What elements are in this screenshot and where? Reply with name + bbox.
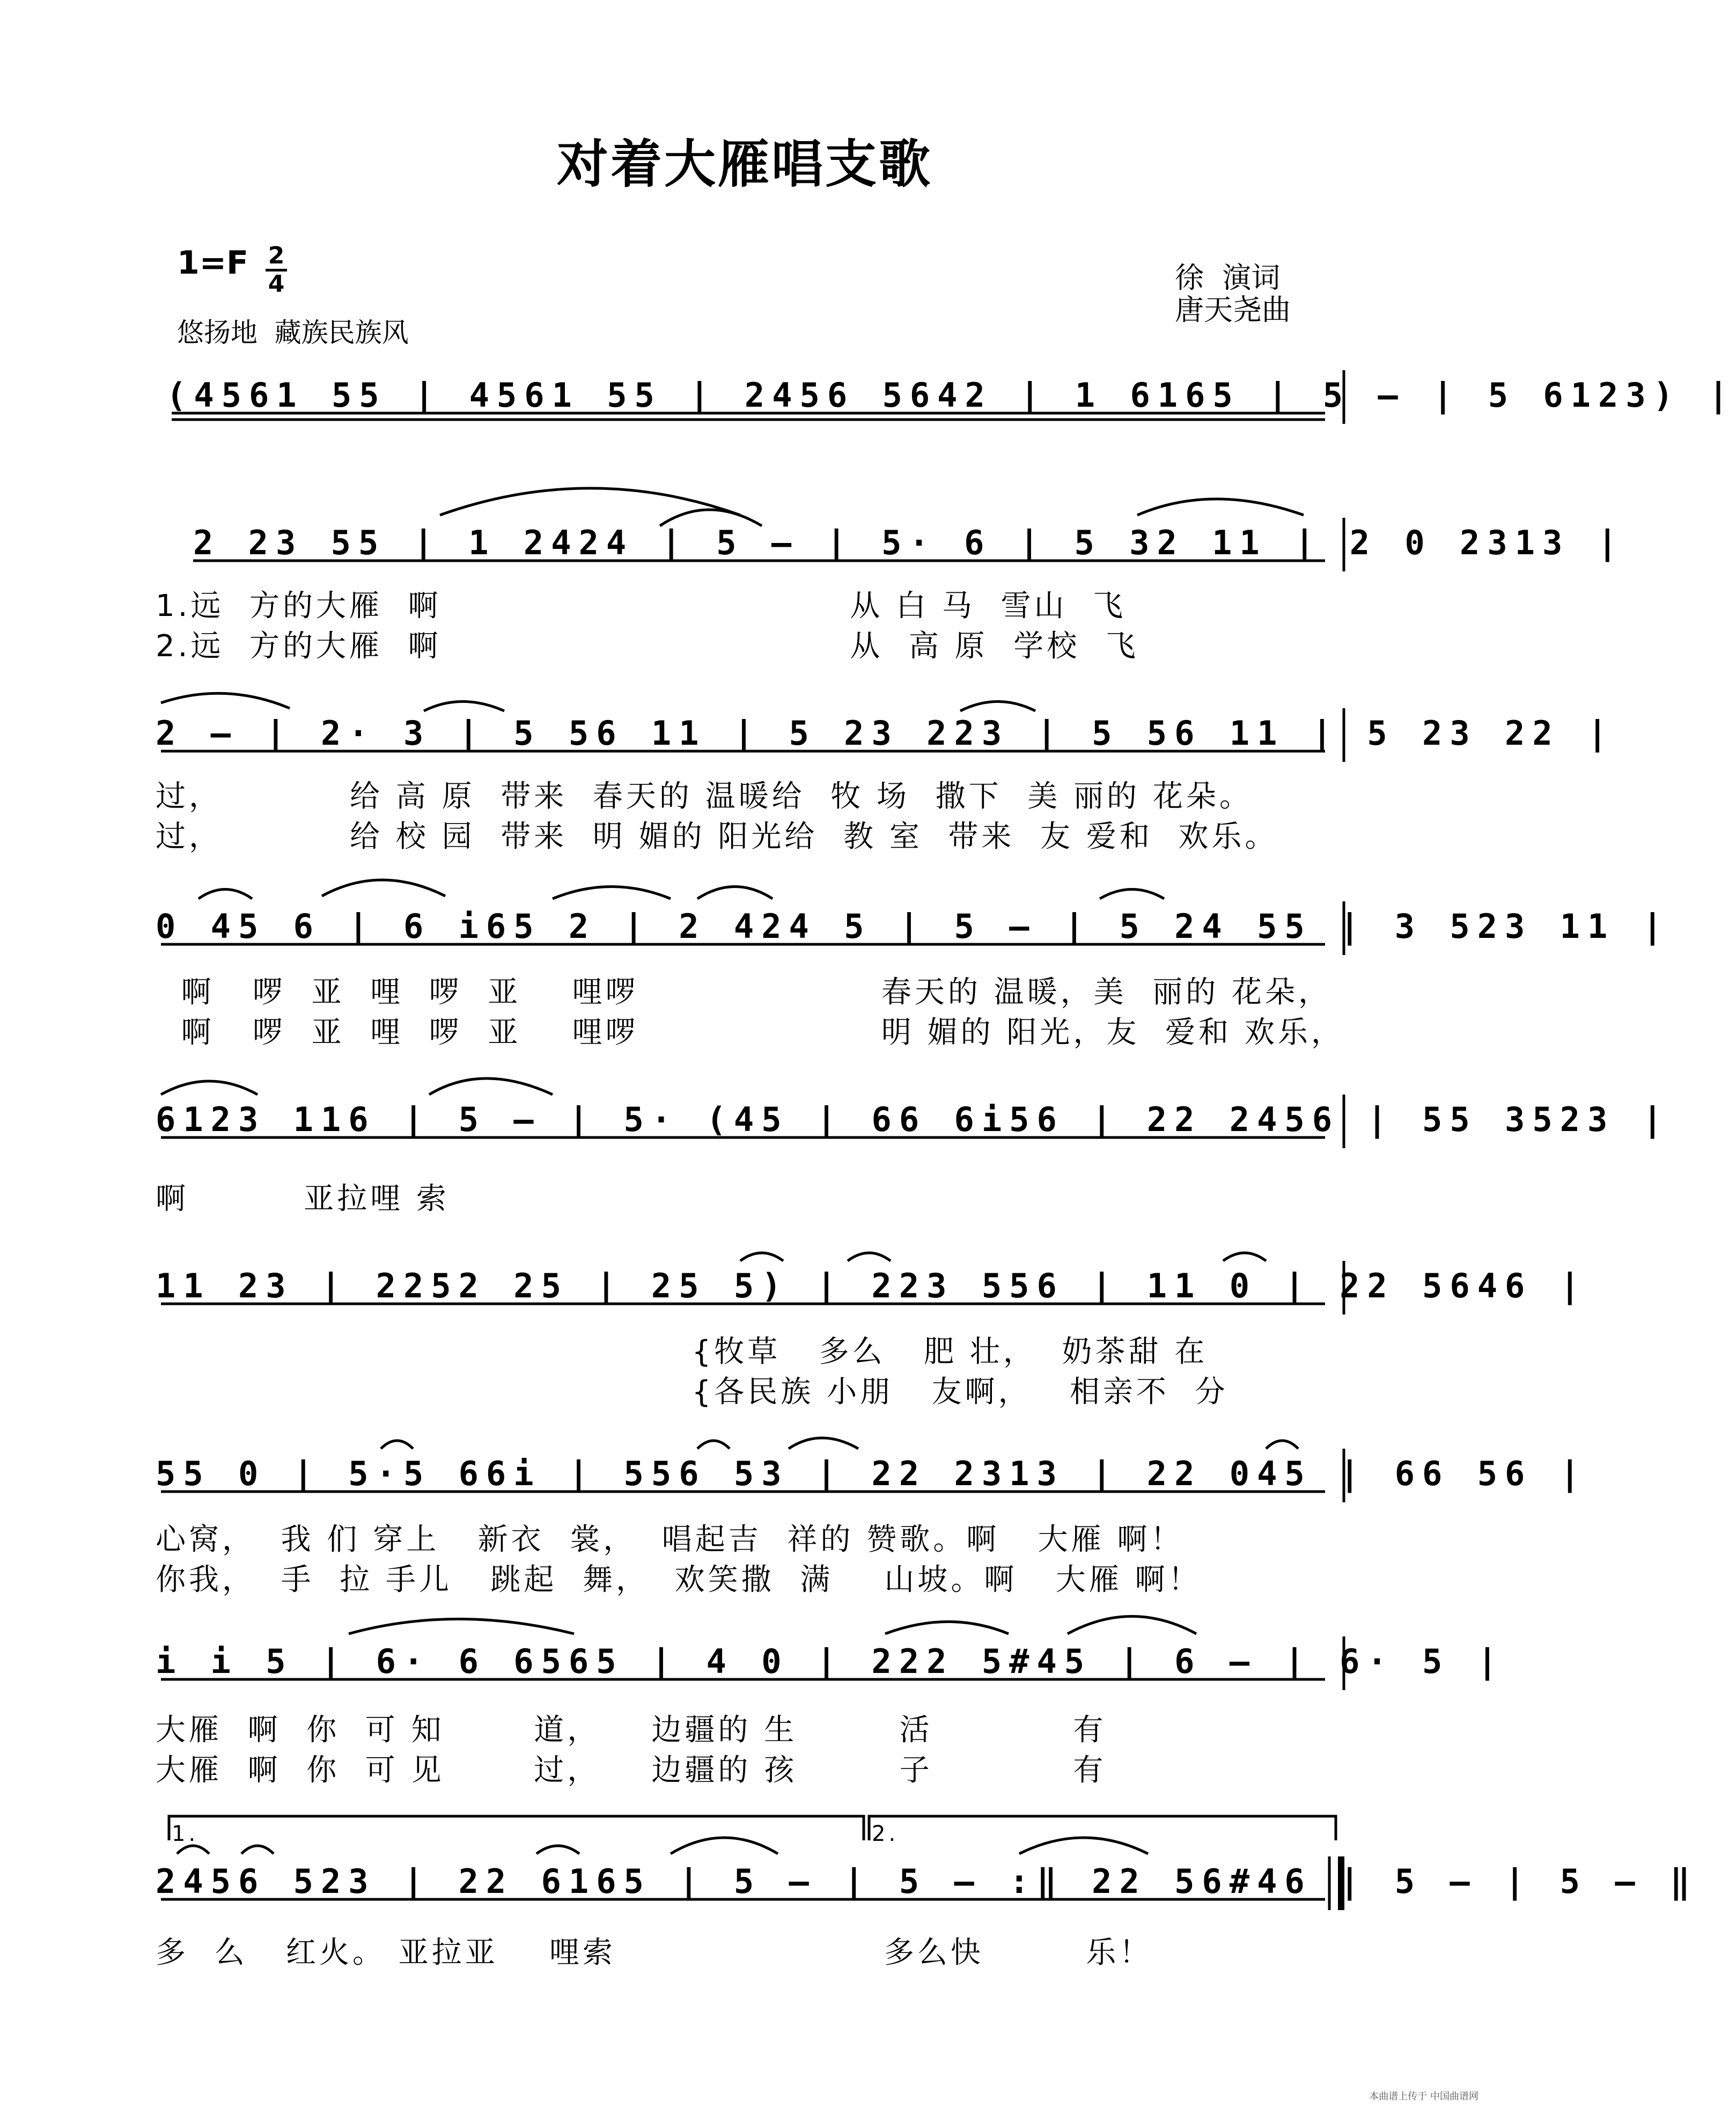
notation-system-7: 55 0 | 5·5 66i | 556 53 | 22 2313 | 22 045 | 66 56 | xyxy=(156,1454,1588,1493)
notation-system-9: 2456 523 | 22 6165 | 5 – | 5 – :‖ 22 56#46 | 5 – | 5 – ‖ xyxy=(156,1862,1698,1901)
notation-system-5: 6123 116 | 5 – | 5· (45 | 66 6i56 | 22 2456 | 55 3523 | xyxy=(156,1100,1670,1139)
page-title: 对着大雁唱支歌 xyxy=(557,134,932,194)
footer-watermark: 本曲谱上传于 中国曲谱网 xyxy=(1369,2091,1478,2102)
lyric-line-2-1: 1.远 方的大雁 啊 从 白 马 雪山 飞 xyxy=(156,589,1127,623)
notation-system-1: (4561 55 | 4561 55 | 2456 5642 | 1 6165 | 5 – | 5 6123) | xyxy=(166,376,1736,415)
key-signature: 1=F xyxy=(177,244,249,282)
lyric-line-6-2: {各民族 小朋 友啊， 相亲不 分 xyxy=(156,1375,1229,1409)
lyric-line-3-2: 过， 给 校 园 带来 明 媚的 阳光给 教 室 带来 友 爱和 欢乐。 xyxy=(156,819,1278,854)
lyricist-credit: 徐 演词 xyxy=(1175,261,1281,295)
volta-first-ending: 1. xyxy=(172,1822,199,1846)
lyric-line-8-1: 大雁 啊 你 可 知 道， 边疆的 生 活 有 xyxy=(156,1713,1107,1748)
lyric-line-9-1: 多 么 红火。 亚拉亚 哩索 多么快 乐！ xyxy=(156,1935,1153,1970)
lyric-line-8-2: 大雁 啊 你 可 见 过， 边疆的 孩 子 有 xyxy=(156,1753,1107,1788)
lyric-line-5-1: 啊 亚拉哩 索 xyxy=(156,1181,450,1216)
notation-system-6: 11 23 | 2252 25 | 25 5) | 223 556 | 11 0 | 22 5646 | xyxy=(156,1266,1588,1305)
lyric-line-7-2: 你我， 手 拉 手儿 跳起 舞， 欢笑撒 满 山坡。啊 大雁 啊！ xyxy=(156,1562,1202,1597)
lyric-line-4-1: 啊 啰 亚 哩 啰 亚 哩啰 春天的 温暖，美 丽的 花朵， xyxy=(156,975,1332,1010)
notation-system-2: 2 23 55 | 1 2424 | 5 – | 5· 6 | 5 32 11 | 2 0 2313 | xyxy=(193,523,1625,562)
lyric-line-2-2: 2.远 方的大雁 啊 从 高 原 学校 飞 xyxy=(156,629,1139,664)
time-sig-top: 2 xyxy=(268,242,285,269)
lyric-line-3-1: 过， 给 高 原 带来 春天的 温暖给 牧 场 撒下 美 丽的 花朵。 xyxy=(156,779,1253,814)
lyric-line-7-1: 心窝， 我 们 穿上 新衣 裳， 唱起吉 祥的 赞歌。啊 大雁 啊！ xyxy=(156,1522,1184,1557)
notation-system-8: i i 5 | 6· 6 6565 | 4 0 | 222 5#45 | 6 – | 6· 5 | xyxy=(156,1642,1505,1681)
volta-second-ending: 2. xyxy=(872,1822,899,1846)
composer-credit: 唐天尧曲 xyxy=(1175,293,1291,327)
notation-system-4: 0 45 6 | 6 i65 2 | 2 424 5 | 5 – | 5 24 55 | 3 523 11 | xyxy=(156,907,1670,946)
lyric-line-4-2: 啊 啰 亚 哩 啰 亚 哩啰 明 媚的 阳光，友 爱和 欢乐， xyxy=(156,1015,1344,1050)
time-sig-bottom: 4 xyxy=(268,270,285,298)
notation-system-3: 2 – | 2· 3 | 5 56 11 | 5 23 223 | 5 56 11 | 5 23 22 | xyxy=(156,714,1615,753)
tempo-marking: 悠扬地 藏族民族风 xyxy=(177,317,409,348)
lyric-line-6-1: {牧草 多么 肥 壮， 奶茶甜 在 xyxy=(156,1334,1208,1369)
